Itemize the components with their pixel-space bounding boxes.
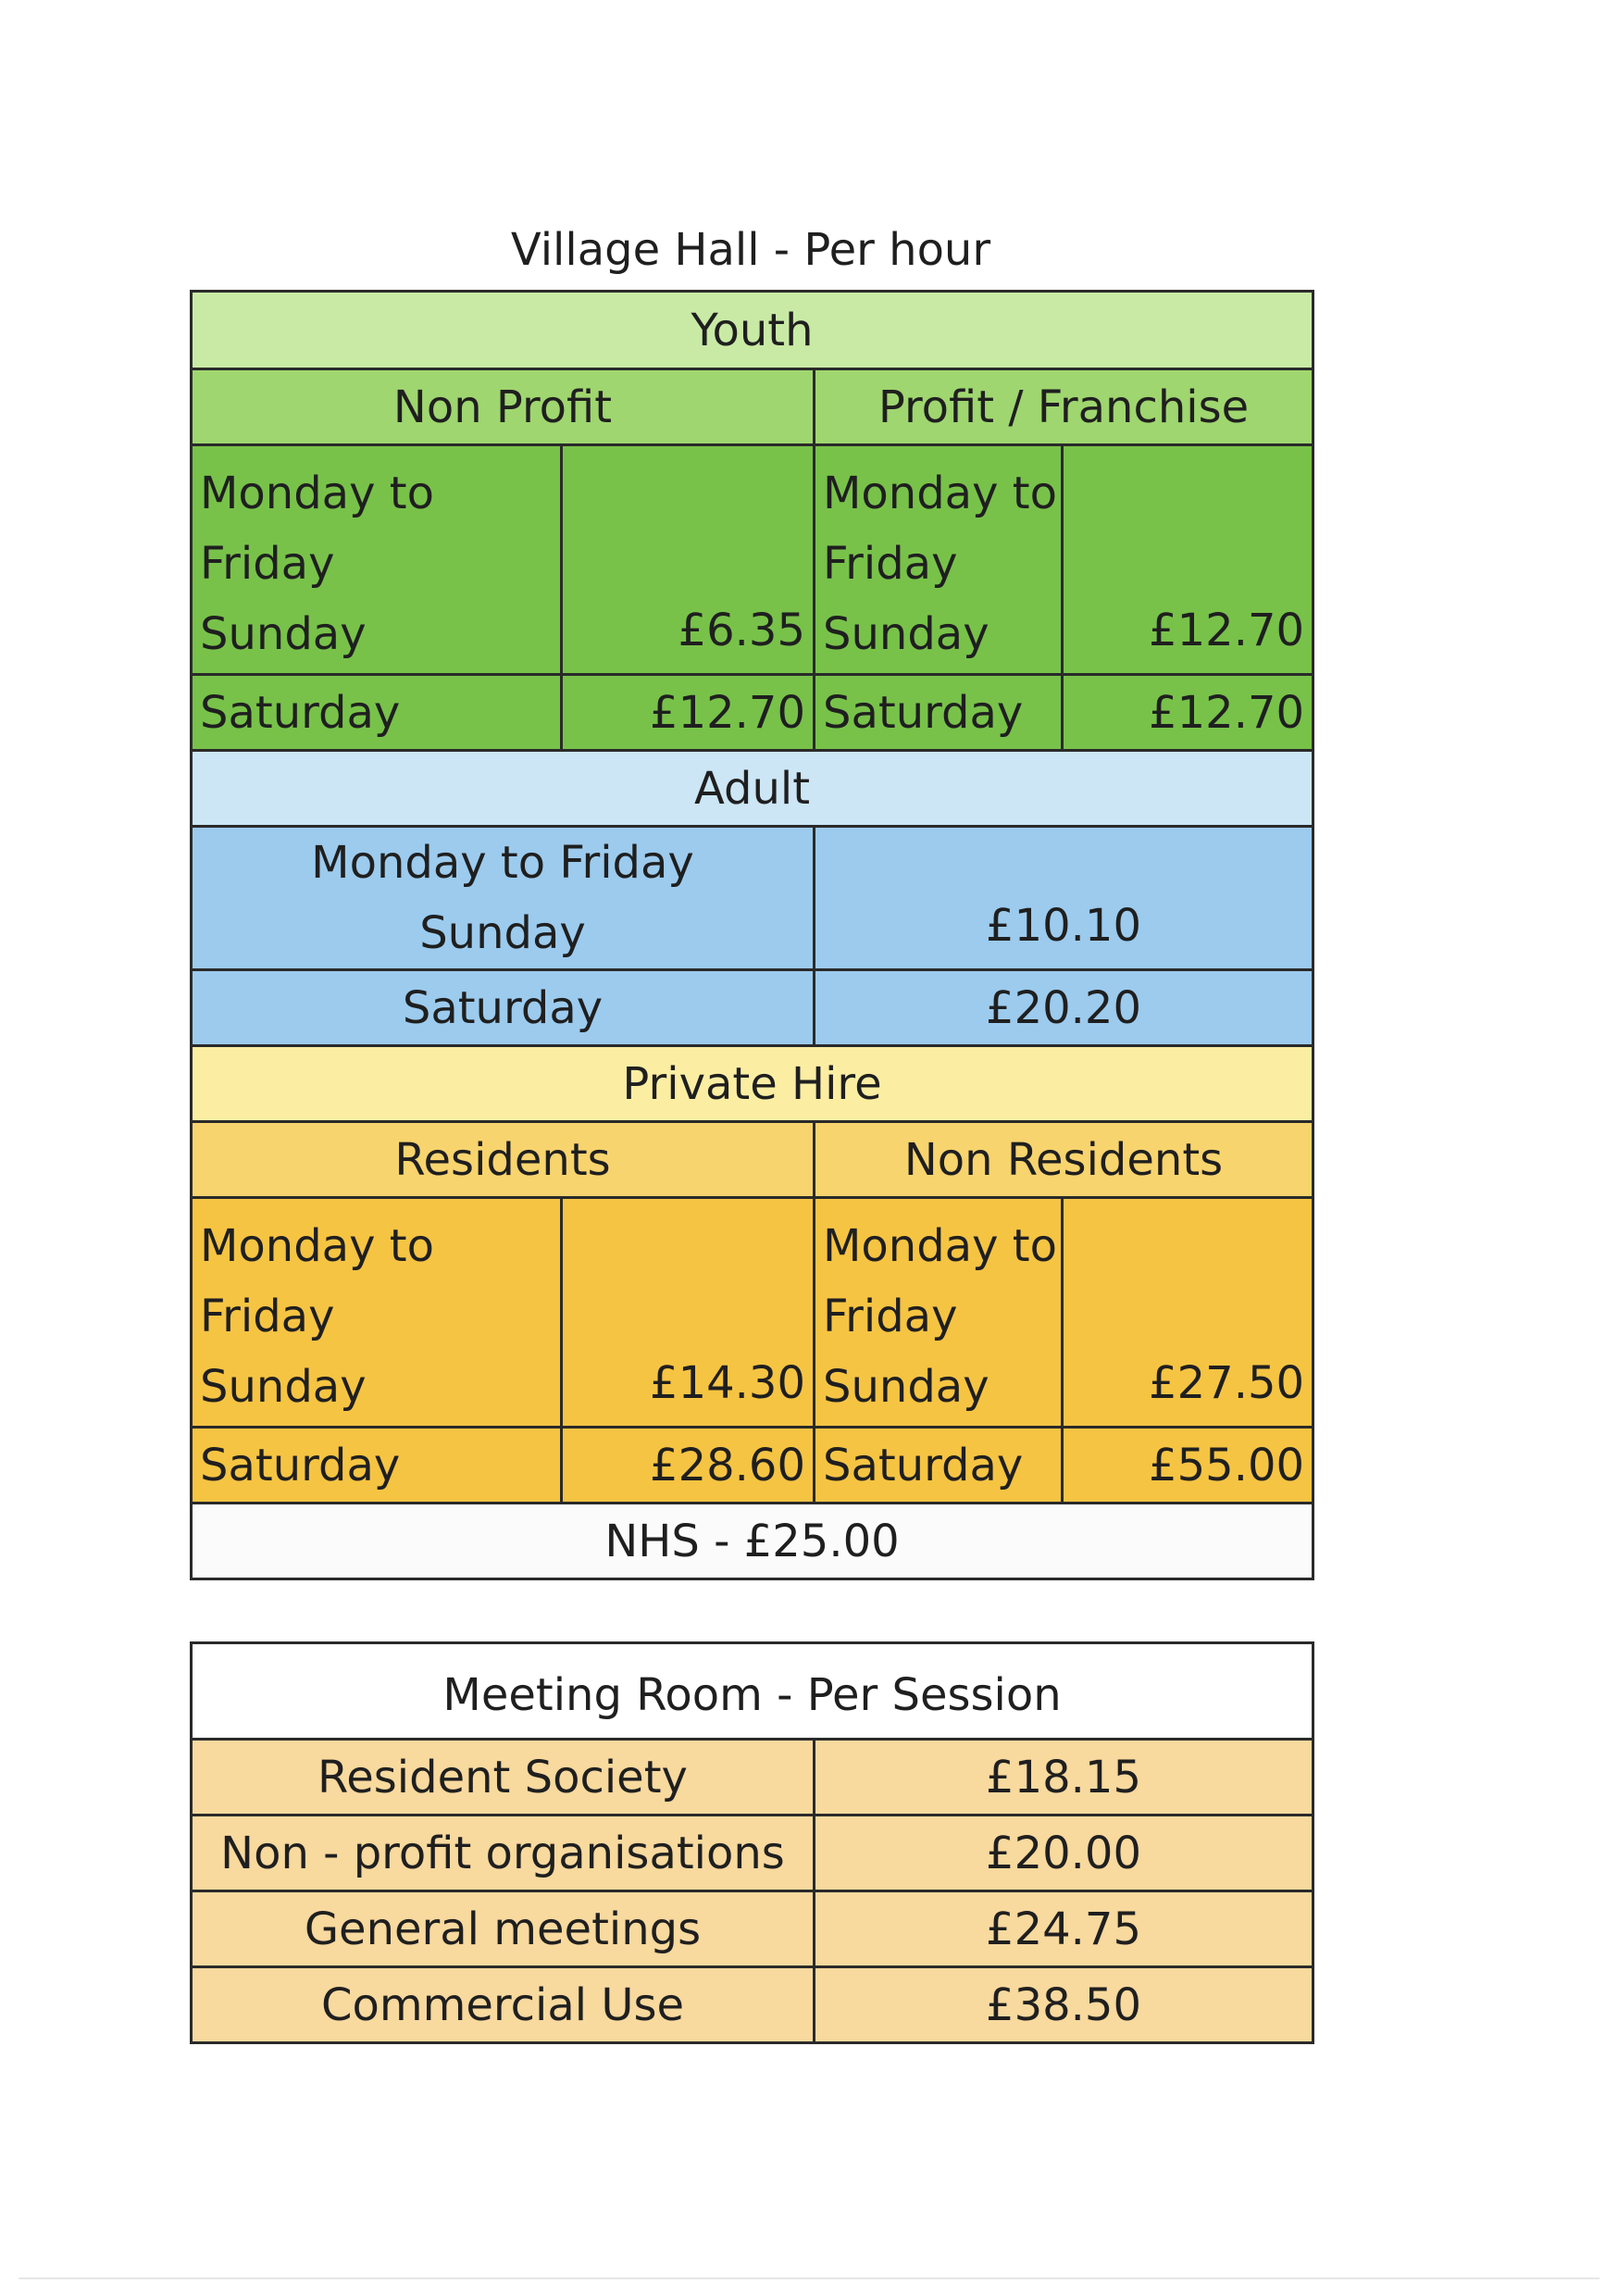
adult-saturday-label: Saturday (192, 970, 815, 1046)
adult-weekday-label (192, 827, 815, 970)
non-residents-saturday-price: £55.00 (1063, 1428, 1313, 1504)
meeting-room-row-price: £20.00 (815, 1816, 1313, 1891)
weekday-line-2: Friday (200, 538, 335, 590)
weekday-line-1: Monday to (823, 468, 1057, 519)
weekday-line-2: Friday (200, 1291, 335, 1342)
nhs-rate: NHS - £25.00 (192, 1504, 1313, 1579)
weekday-line-1: Monday to Friday (311, 837, 694, 889)
youth-heading: Youth (192, 292, 1313, 369)
weekday-line-3: Sunday (823, 608, 989, 660)
non-residents-weekday-price: £27.50 (1063, 1198, 1313, 1428)
weekday-line-3: Sunday (200, 608, 367, 660)
scan-edge-divider (19, 2277, 1599, 2279)
weekday-line-2: Sunday (419, 907, 586, 959)
meeting-room-row-price: £24.75 (815, 1891, 1313, 1967)
weekday-line-1: Monday to (200, 1220, 434, 1272)
residents-weekday-label (192, 1198, 562, 1428)
weekday-line-1: Monday to (200, 468, 434, 519)
non-residents-heading: Non Residents (815, 1122, 1313, 1198)
weekday-line-2: Friday (823, 538, 958, 590)
non-profit-heading: Non Profit (192, 369, 815, 445)
weekday-line-3: Sunday (823, 1361, 989, 1413)
meeting-room-title: Meeting Room - Per Session (192, 1643, 1313, 1740)
residents-weekday-price: £14.30 (562, 1198, 815, 1428)
youth-non-profit-weekday-price: £6.35 (562, 445, 815, 675)
meeting-room-row-price: £38.50 (815, 1967, 1313, 2043)
meeting-room-row-label: General meetings (192, 1891, 815, 1967)
profit-franchise-heading: Profit / Franchise (815, 369, 1313, 445)
youth-profit-weekday-price: £12.70 (1063, 445, 1313, 675)
youth-profit-weekday-label (815, 445, 1063, 675)
youth-profit-saturday-label: Saturday (815, 675, 1063, 751)
meeting-room-price-table (190, 1641, 1314, 2044)
youth-non-profit-saturday-price: £12.70 (562, 675, 815, 751)
youth-profit-saturday-price: £12.70 (1063, 675, 1313, 751)
meeting-room-row-label: Resident Society (192, 1740, 815, 1816)
weekday-line-2: Friday (823, 1291, 958, 1342)
meeting-room-row-label: Commercial Use (192, 1967, 815, 2043)
private-hire-heading: Private Hire (192, 1046, 1313, 1122)
residents-saturday-price: £28.60 (562, 1428, 815, 1504)
village-hall-price-table (190, 290, 1314, 1580)
adult-saturday-price: £20.20 (815, 970, 1313, 1046)
residents-heading: Residents (192, 1122, 815, 1198)
non-residents-saturday-label: Saturday (815, 1428, 1063, 1504)
weekday-line-3: Sunday (200, 1361, 367, 1413)
adult-heading: Adult (192, 751, 1313, 827)
adult-weekday-price: £10.10 (815, 827, 1313, 970)
weekday-line-1: Monday to (823, 1220, 1057, 1272)
youth-non-profit-weekday-label (192, 445, 562, 675)
non-residents-weekday-label (815, 1198, 1063, 1428)
meeting-room-row-label: Non - profit organisations (192, 1816, 815, 1891)
meeting-room-row-price: £18.15 (815, 1740, 1313, 1816)
youth-non-profit-saturday-label: Saturday (192, 675, 562, 751)
residents-saturday-label: Saturday (192, 1428, 562, 1504)
village-hall-title: Village Hall - Per hour (510, 224, 991, 276)
